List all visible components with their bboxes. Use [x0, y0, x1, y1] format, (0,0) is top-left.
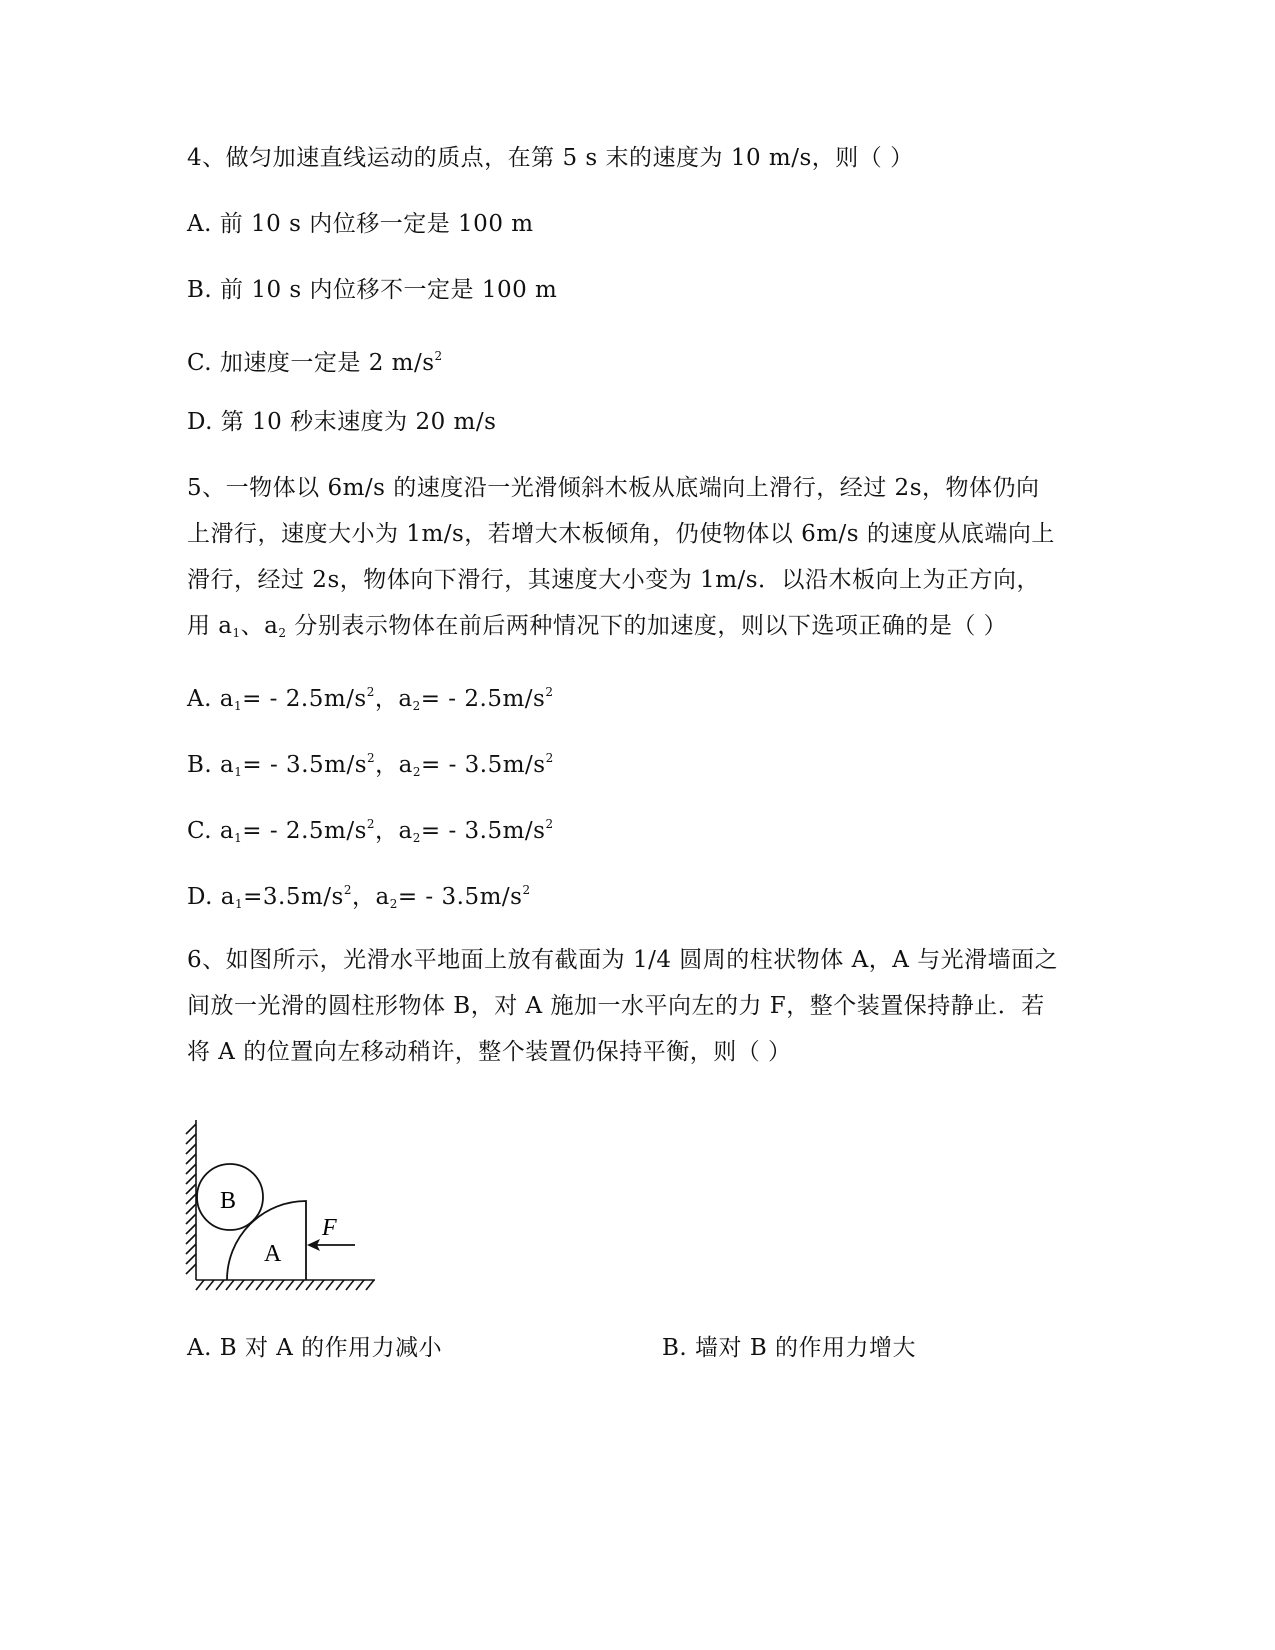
label-f: F — [322, 1215, 337, 1241]
q5-option-c-value1: = - 2.5m/s — [242, 818, 367, 844]
wall-hatching — [186, 1120, 196, 1280]
q5-option-b-sep: ，a — [375, 752, 413, 778]
q5-option-c-exp2: 2 — [545, 817, 554, 831]
q5-option-b-sub2: 2 — [412, 765, 421, 779]
q5-stem-line-3: 滑行，经过 2s，物体向下滑行，其速度大小变为 1m/s．以沿木板向上为正方向， — [187, 567, 1041, 593]
q5-option-a-letter: A. a — [187, 686, 234, 712]
q6-figure — [180, 1118, 410, 1348]
q5-option-a-value1: = - 2.5m/s — [242, 686, 367, 712]
q5-option-b — [187, 743, 554, 787]
q5-stem-line-4 — [187, 611, 1007, 648]
label-a: A — [264, 1241, 282, 1267]
q6-stem-line-3: 将 A 的位置向左移动稍许，整个装置仍保持平衡，则（ ） — [187, 1039, 792, 1065]
q5-stem-line-1: 5、一物体以 6m/s 的速度沿一光滑倾斜木板从底端向上滑行，经过 2s，物体仍向 — [187, 475, 1040, 501]
q5-option-a-exp2: 2 — [545, 685, 554, 699]
q4-stem: 4、做匀加速直线运动的质点，在第 5 s 末的速度为 10 m/s，则（ ） — [187, 145, 914, 171]
q5-option-a-sep: ，a — [374, 686, 413, 712]
q5-option-b-letter: B. a — [187, 752, 235, 778]
q5-option-a — [187, 677, 553, 721]
q5-option-d-sep: ，a — [351, 884, 390, 910]
q4-option-c-exponent: 2 — [434, 349, 443, 363]
q5-stem-sub-1: 1 — [232, 626, 241, 640]
q5-stem-sub-2: 2 — [278, 626, 287, 640]
label-b: B — [220, 1188, 237, 1214]
q5-option-b-exp2: 2 — [545, 751, 554, 765]
q5-option-b-exp1: 2 — [367, 751, 376, 765]
q5-option-a-sub1: 1 — [233, 699, 243, 713]
q5-option-c-value2: = - 3.5m/s — [420, 818, 546, 844]
q4-option-c-text: C. 加速度一定是 2 m/s — [187, 350, 435, 376]
q5-option-b-value1: = - 3.5m/s — [242, 752, 367, 778]
q6-option-a: A. B 对 A 的作用力减小 — [187, 1335, 443, 1361]
q5-option-c-letter: C. a — [187, 818, 235, 844]
ground-hatching — [196, 1280, 375, 1290]
q5-option-b-sub1: 1 — [234, 765, 243, 779]
q5-option-d — [187, 875, 531, 919]
q5-option-a-value2: = - 2.5m/s — [420, 686, 546, 712]
q5-option-a-sub2: 2 — [412, 699, 421, 713]
q5-option-d-letter: D. a — [187, 884, 235, 910]
q6-stem-line-2: 间放一光滑的圆柱形物体 B，对 A 施加一水平向左的力 F，整个装置保持静止．若 — [187, 993, 1045, 1019]
q5-option-d-exp2: 2 — [522, 883, 531, 897]
q4-option-d: D. 第 10 秒末速度为 20 m/s — [187, 409, 497, 435]
q5-option-d-sub2: 2 — [389, 897, 398, 911]
q5-option-d-value2: = - 3.5m/s — [397, 884, 523, 910]
q4-option-a: A. 前 10 s 内位移一定是 100 m — [187, 211, 534, 237]
q6-stem-line-1: 6、如图所示，光滑水平地面上放有截面为 1/4 圆周的柱状物体 A，A 与光滑墙面之 — [187, 947, 1059, 973]
q5-option-c-sub2: 2 — [412, 831, 421, 845]
q5-stem-line-4-post: 分别表示物体在前后两种情况下的加速度，则以下选项正确的是（ ） — [286, 613, 1008, 639]
q4-option-c — [187, 341, 443, 378]
q6-option-b: B. 墙对 B 的作用力增大 — [662, 1335, 917, 1361]
q5-option-c-sub1: 1 — [234, 831, 243, 845]
q4-option-b: B. 前 10 s 内位移不一定是 100 m — [187, 277, 558, 303]
q5-option-d-value1: =3.5m/s — [243, 884, 344, 910]
q5-option-c-exp1: 2 — [366, 817, 376, 831]
q5-stem-line-2: 上滑行，速度大小为 1m/s，若增大木板倾角，仍使物体以 6m/s 的速度从底端向上 — [187, 521, 1055, 547]
q5-option-d-exp1: 2 — [343, 883, 352, 897]
q5-option-b-value2: = - 3.5m/s — [421, 752, 546, 778]
q6-diagram — [180, 1118, 410, 1348]
q5-option-c — [187, 809, 554, 853]
q5-stem-line-4-mid: 、a — [240, 613, 279, 639]
q5-option-c-sep: ，a — [375, 818, 413, 844]
q5-stem-line-4-pre: 用 a — [187, 613, 233, 639]
q5-option-d-sub1: 1 — [234, 897, 244, 911]
q5-option-a-exp1: 2 — [366, 685, 375, 699]
